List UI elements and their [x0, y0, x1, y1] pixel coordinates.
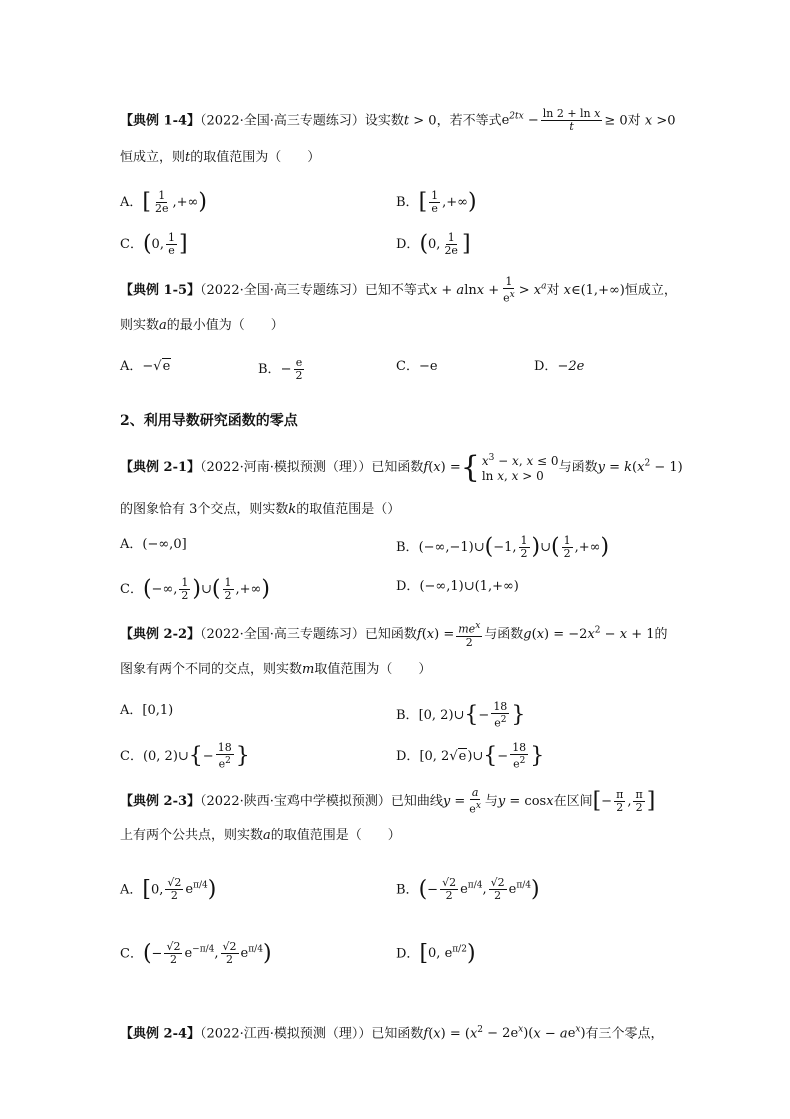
example-source: （2022·江西·模拟预测（理）） [200, 1026, 372, 1042]
option-label: D． [396, 748, 420, 764]
stem-text: 已知函数 [371, 1026, 424, 1042]
option-label: B． [396, 882, 419, 898]
option-a[interactable]: A．[ $\frac{1}{2e}$ ,+∞) [120, 189, 207, 215]
example-2-3-stem: 【典例 2-3】（2022·陕西·宝鸡中学模拟预测）已知曲线y = $\frac{a}{e^x}$ 与y = cosx在区间[− $\frac{\pi}{2}$ , $\frac{\pi}{2}$ ] [120, 786, 656, 816]
example-tag: 【典例 2-4】 [120, 1026, 201, 1042]
option-c[interactable]: C．(0, 2)∪{− $\frac{18}{e^2}$ } [120, 741, 250, 771]
example-tag: 【典例 2-3】 [120, 793, 201, 809]
option-b[interactable]: B．(− $\frac{√2}{2}$ $e^{\pi/4}$, $\frac{√2}{2}$ $e^{\pi/4}$) [396, 876, 540, 903]
example-tag: 【典例 1-5】 [120, 282, 201, 298]
fraction: $\frac{\text{ln 2 + ln x}}{t}$ [542, 107, 601, 134]
option-d[interactable]: D．[0, 2√e)∪{− $\frac{18}{e^2}$ } [396, 741, 545, 771]
option-label: D． [534, 359, 558, 374]
stem-text: 的取值范围是（） [296, 502, 401, 517]
example-2-3-stem-2: 上有两个公共点，则实数a的取值范围是（ ） [120, 828, 401, 843]
example-1-5-stem-2: 则实数a的最小值为（ ） [120, 318, 284, 333]
option-a[interactable]: A．(−∞,0] [120, 537, 187, 552]
option-label: A． [120, 537, 143, 552]
option-d[interactable]: D．(−∞,1)∪(1,+∞) [396, 579, 519, 594]
stem-text: 的最小值为（ ） [166, 318, 284, 333]
math-expr: $e^{2tx}$ − [501, 112, 539, 129]
stem-text: 取值范围为（ ） [314, 662, 432, 677]
stem-text: 图象有两个不同的交点，则实数 [120, 662, 303, 677]
option-label: A． [120, 359, 143, 374]
example-2-2-stem: 【典例 2-2】（2022·全国·高三专题练习）已知函数f(x) = $\frac{me^x}{2}$ 与函数$g(x) = -2x^2 - x + 1$的 [120, 621, 668, 649]
option-label: D． [396, 579, 420, 594]
example-tag: 【典例 2-1】 [120, 460, 201, 475]
option-b[interactable]: B．[ $\frac{1}{e}$ ,+∞) [396, 189, 477, 215]
stem-text: 与 [484, 793, 498, 809]
option-label: A． [120, 195, 143, 210]
example-1-4-stem: 【典例 1-4】（2022·全国·高三专题练习）设实数t > 0，若不等式$e^{2tx}$ − $\frac{\text{ln 2 + ln x}}{t}$ ≥ 0对 x >0 [120, 107, 676, 134]
option-c[interactable]: C．(− $\frac{√2}{2}$ $e^{-\pi/4}$, $\frac{√2}{2}$ $e^{\pi/4}$) [120, 940, 272, 967]
option-label: D． [396, 237, 420, 252]
section-heading: 2、利用导数研究函数的零点 [120, 413, 298, 429]
option-label: C． [120, 582, 143, 597]
option-label: D． [396, 946, 420, 962]
option-label: C． [396, 359, 419, 374]
option-label: C． [120, 748, 143, 764]
stem-text: ，若不等式 [436, 113, 502, 129]
stem-text: 对 [546, 282, 560, 298]
option-label: B． [258, 362, 281, 377]
example-1-4-stem-2: 恒成立，则t的取值范围为（ ） [120, 150, 321, 165]
stem-text: 已知函数 [371, 460, 424, 475]
stem-text: 对 [627, 113, 641, 129]
option-d[interactable] [534, 357, 584, 377]
option-label: C． [120, 946, 143, 962]
stem-text: 已知曲线 [390, 793, 443, 809]
option-label: A． [120, 703, 143, 718]
stem-text: 恒成立， [624, 282, 677, 298]
option-d[interactable]: D．(0, $\frac{1}{2e}$ ] [396, 231, 471, 257]
example-source: （2022·全国·高三专题练习） [200, 282, 365, 298]
example-tag: 【典例 1-4】 [120, 113, 201, 129]
stem-text: 的 [654, 626, 668, 642]
option-value: −2e [557, 359, 585, 374]
option-b[interactable]: B．(−∞,−1)∪(−1, $\frac{1}{2}$ )∪( $\frac{1}{2}$ ,+∞) [396, 534, 610, 560]
stem-text: 已知函数 [364, 626, 417, 642]
option-a[interactable]: A．[0,1) [120, 703, 174, 718]
option-c[interactable]: C．(−∞, $\frac{1}{2}$ )∪( $\frac{1}{2}$ ,+∞) [120, 576, 270, 602]
example-2-4-stem: 【典例 2-4】（2022·江西·模拟预测（理））已知函数$f(x) = (x^2 - 2e^x)(x - ae^x)$有三个零点， [120, 1025, 664, 1042]
example-source: （2022·陕西·宝鸡中学模拟预测） [200, 793, 391, 809]
example-source: （2022·河南·模拟预测（理）） [200, 460, 372, 475]
example-source: （2022·全国·高三专题练习） [200, 626, 365, 642]
stem-text: 上有两个公共点，则实数 [120, 828, 264, 843]
example-2-1-stem-2: 的图象恰有 3个交点，则实数k的取值范围是（） [120, 502, 401, 517]
stem-text: 已知不等式 [364, 282, 430, 298]
option-b[interactable]: B．[0, 2)∪{− $\frac{18}{e^2}$ } [396, 700, 526, 730]
option-b[interactable]: B．− $\frac{e}{2}$ [258, 356, 303, 382]
stem-text: 的图象恰有 3个交点，则实数 [120, 502, 289, 517]
stem-text: 的取值范围是（ ） [270, 828, 401, 843]
example-source: （2022·全国·高三专题练习） [200, 113, 365, 129]
option-a[interactable]: A．[0, $\frac{√2}{2}$ $e^{\pi/4}$) [120, 876, 217, 903]
stem-text: 设实数 [364, 113, 404, 129]
option-c[interactable] [396, 357, 438, 377]
stem-text: 则实数 [120, 318, 160, 333]
stem-text: 与函数 [484, 626, 524, 642]
option-c[interactable]: C．(0, $\frac{1}{e}$ ] [120, 231, 188, 257]
example-2-1-stem: 【典例 2-1】（2022·河南·模拟预测（理））已知函数f(x) = { $x^3 - x$, x ≤ 0 ln x, x > 0 与函数$y = k(x^2 - 1)$ [120, 449, 683, 485]
example-1-5-stem: 【典例 1-5】（2022·全国·高三专题练习）已知不等式x + alnx + $\frac{1}{e^x}$ > $x^a$对 x∈(1,+∞)恒成立， [120, 275, 677, 305]
option-d[interactable]: D．[0, $e^{\pi/2}$) [396, 940, 476, 966]
option-label: B． [396, 540, 419, 555]
option-a[interactable]: A．−√e [120, 359, 171, 374]
option-value: −e [418, 359, 438, 374]
option-label: C． [120, 237, 143, 252]
option-label: B． [396, 707, 419, 723]
stem-text: 与函数 [558, 460, 598, 475]
example-tag: 【典例 2-2】 [120, 626, 201, 642]
option-label: B． [396, 195, 419, 210]
math-expr: t [403, 113, 410, 129]
stem-text: 在区间 [553, 793, 593, 809]
stem-text: 恒成立，则 [120, 150, 186, 165]
stem-text: 有三个零点， [585, 1026, 664, 1042]
example-2-2-stem-2: 图象有两个不同的交点，则实数m取值范围为（ ） [120, 662, 432, 677]
option-label: A． [120, 882, 143, 898]
stem-text: 的取值范围为（ ） [190, 150, 321, 165]
